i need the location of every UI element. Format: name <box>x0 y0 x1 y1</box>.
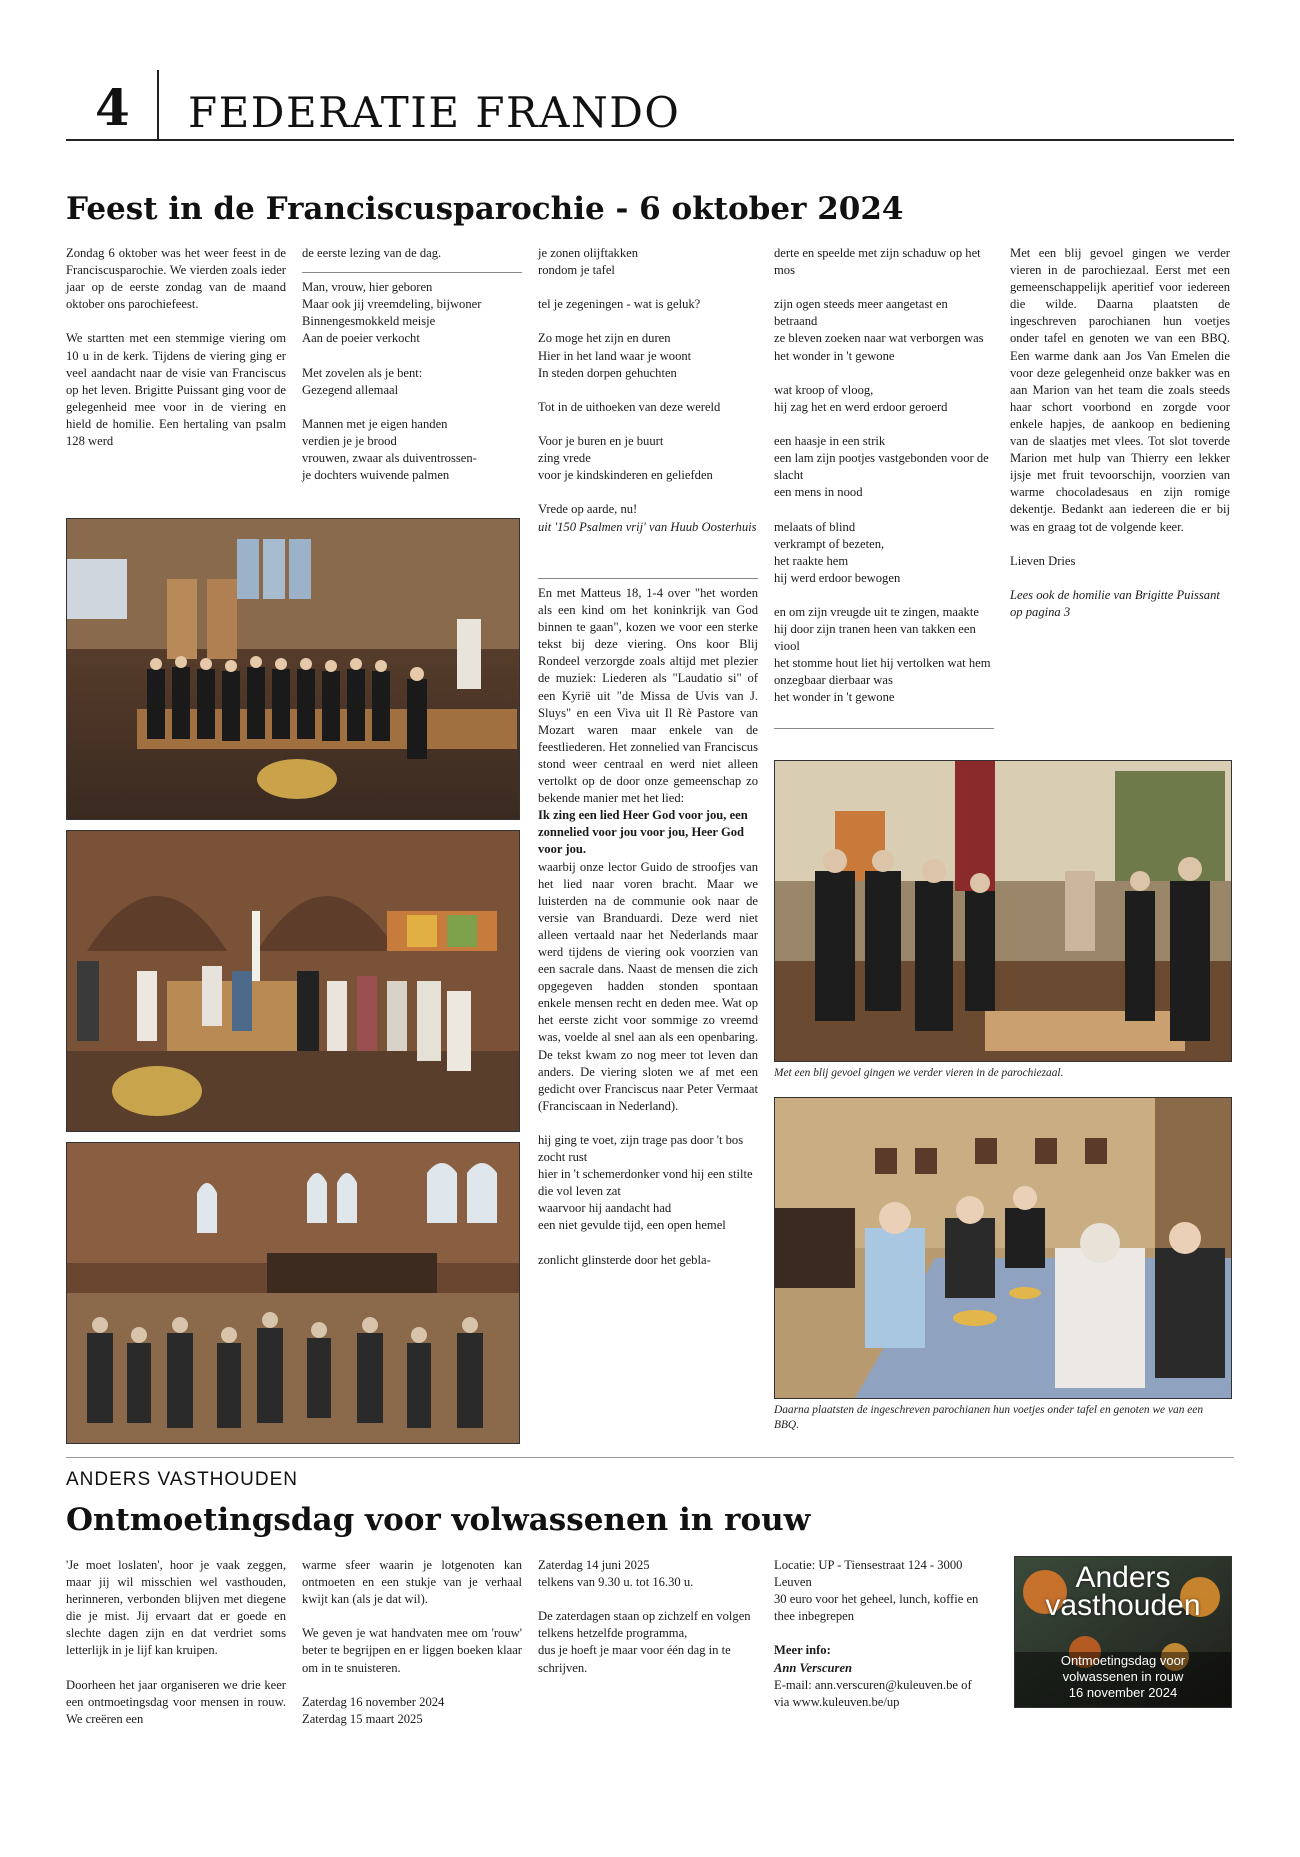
location-info: Locatie: UP - Tiensestraat 124 - 3000 Leuven 30 euro voor het geheel, lunch, koffie en thee inbegrepen <box>774 1558 979 1624</box>
contact-name: Ann Verscuren <box>774 1660 853 1675</box>
poster-date: 16 november 2024 <box>1068 1685 1178 1700</box>
paragraph: Zondag 6 oktober was het weer feest in de Franciscusparochie. We vierden zoals ieder jaar op de eerste zondag van de maand oktober ons parochiefeest. <box>66 246 286 312</box>
column-rule <box>774 728 994 729</box>
poem-stanza: derte en speelde met zijn schaduw op het mos <box>774 246 981 278</box>
choir-photo-image <box>67 519 519 819</box>
article-column-3-top <box>538 245 758 536</box>
poem-stanza: hij ging te voet, zijn trage pas door 't bos zocht rust hier in 't schemerdonker vond hij een stilte die vol leven zat waarvoor hij aandacht had een niet gevulde tijd, een open hemel <box>538 1133 753 1233</box>
column-rule <box>302 272 522 273</box>
paragraph: We startten met een stemmige viering om 10 u in de kerk. Tijdens de viering ging er veel aandacht naar de visie van Franciscus op het leven. Brigitte Puissant ging voor de gelegenheid mee voor in de viering en hield de homilie. Een hertaling van psalm 128 werd <box>66 331 286 449</box>
poem-stanza: zonlicht glinsterde door het gebla- <box>538 1252 711 1267</box>
poem-stanza: Man, vrouw, hier geboren Maar ook jij vreemdeling, bijwoner Binnengesmokkeld meisje Aan de poeier verkocht <box>302 280 482 346</box>
poem-stanza: en om zijn vreugde uit te zingen, maakte hij door zijn tranen heen van takken een viool het stomme hout liet hij vertolken wat hem onzegbaar dierbaar was het wonder in 't gewone <box>774 604 991 705</box>
article-column-4 <box>774 245 994 707</box>
paragraph: waarbij onze lector Guido de stroofjes van het lied naar voren bracht. Maar we luisterden na de communie ook naar de versie van Branduardi. Deze werd niet alleen vertaald naar het Nederlands maar werd tijdens de viering ook voorzien van een sacrale dans. Naast de mensen die zich opgegeven hadden stonden spontaan enkele mensen recht en deden mee. Wat op het eerste zicht voor sommige zo vreemd was, voelde al snel aan als een openbaring. De tekst kwam zo nog meer tot leven dan anders. De viering sloten we af met een gedicht over Franciscus naar Peter Vermaat (Franciscaan in Nederland). <box>538 859 758 1113</box>
page-number: 4 <box>95 78 130 137</box>
poster-subtitle: volwassenen in rouw <box>1062 1669 1184 1684</box>
altar-photo-image <box>67 831 519 1131</box>
photo-altar-dance <box>66 830 520 1132</box>
paragraph: Doorheen het jaar organiseren we drie keer een ontmoetingsdag voor mensen in rouw. We creëren een <box>66 1677 286 1726</box>
paragraph: De zaterdagen staan op zichzelf en volgen telkens hetzelfde programma, dus je hoeft je maar voor één dag in te schrijven. <box>538 1609 751 1675</box>
photo-bbq-table <box>774 1097 1232 1399</box>
poem-stanza: Voor je buren en je buurt zing vrede voor je kindskinderen en geliefden <box>538 434 713 483</box>
photo-parish-hall-aperitif <box>774 760 1232 1062</box>
article-column-3-bottom <box>538 585 758 1269</box>
poem-stanza: Vrede op aarde, nu! <box>538 502 638 517</box>
poem-stanza: je zonen olijftakken rondom je tafel <box>538 246 639 278</box>
author: Lieven Dries <box>1010 553 1076 568</box>
photo-choir-in-church <box>66 518 520 820</box>
poem-stanza: Zo moge het zijn en duren Hier in het land waar je woont In steden dorpen gehuchten <box>538 331 692 380</box>
poem-stanza: Tot in de uithoeken van deze wereld <box>538 399 721 414</box>
column-rule <box>538 578 758 579</box>
header-rule <box>66 139 1234 141</box>
cross-reference-note: Lees ook de homilie van Brigitte Puissant op pagina 3 <box>1010 587 1220 619</box>
photo-caption: Daarna plaatsten de ingeschreven parochianen hun voetjes onder tafel en genoten we van een BBQ. <box>774 1404 1204 1431</box>
paragraph: Met een blij gevoel gingen we verder vieren in de parochiezaal. Eerst met een gemeenschappelijk aperitief voor iedereen die wilde. Daarna plaatsten de ingeschreven parochianen hun voetjes onder tafel en genoten we van een BBQ. Een warme dank aan Jos Van Emelen die voor deze gelegenheid onze bakker was en aan Marion van het team die zoals steeds haar schort voorbond en zorgde voor enkele hapjes, de aankoop en bediening van de slaatjes met vlees. Tot slot toverde Marion met hulp van Thierry een lekker ijsje met fruit tevoorschijn, voorzien van warme chocoladesaus en zijn romige dekentje. Bedankt aan iedereen die er bij was en graag tot de volgende keer. <box>1010 246 1230 534</box>
poem-stanza: een haasje in een strik een lam zijn pootjes vastgebonden voor de slacht een mens in nood <box>774 434 989 500</box>
article-title: Ontmoetingsdag voor volwassenen in rouw <box>66 1502 811 1538</box>
article2-column-2 <box>302 1557 522 1728</box>
poem-stanza: zijn ogen steeds meer aangetast en betraand ze bleven zoeken naar wat verborgen was het wonder in 't gewone <box>774 297 984 363</box>
poem-source: uit '150 Psalmen vrij' van Huub Oosterhuis <box>538 519 757 534</box>
article2-column-1 <box>66 1557 286 1728</box>
song-lyric: Ik zing een lied Heer God voor jou, een zonnelied voor jou voor jou, Heer God voor jou. <box>538 808 748 857</box>
article2-column-4 <box>774 1557 994 1711</box>
contact-email: E-mail: ann.verscuren@kuleuven.be of <box>774 1677 972 1692</box>
poem-stanza: wat kroop of vloog, hij zag het en werd erdoor geroerd <box>774 382 948 414</box>
section-rule <box>66 1457 1234 1458</box>
poem-stanza: Mannen met je eigen handen verdien je je brood vrouwen, zwaar als duiventrossen- je dochters wuivende palmen <box>302 416 477 483</box>
header-divider <box>157 70 159 140</box>
paragraph: warme sfeer waarin je lotgenoten kan ontmoeten en een stukje van je verhaal kwijt kan (als je dat wil). <box>302 1558 522 1607</box>
article-column-1 <box>66 245 286 450</box>
event-poster <box>1014 1556 1232 1708</box>
poster-subtitle: Ontmoetingsdag voor <box>1060 1653 1186 1668</box>
photo-caption: Met een blij gevoel gingen we verder vieren in de parochiezaal. <box>774 1067 1064 1079</box>
paragraph: En met Matteus 18, 1-4 over "het worden als een kind om het koninkrijk van God binnen te gaan", kozen we voor een sterke tekst bij deze viering. Ons koor Blij Rondeel verzorgde zoals altijd met plezier de muziek: Liederen als "Laudatio si" of een Kyrië uit "de Missa de Uvis van J. Sluys" en een Viva uit Il Rè Pastore van Mozart waren maar enkele van de feestliederen. Het zonnelied van Franciscus stond weer centraal en werd niet alleen vertolkt op de door onze gemeenschap zo bekende manier met het lied: <box>538 586 758 806</box>
poem-stanza: tel je zegeningen - wat is geluk? <box>538 297 701 312</box>
article-column-2 <box>302 245 522 484</box>
article-column-5 <box>1010 245 1230 621</box>
photo-congregation <box>66 1142 520 1444</box>
article2-column-3 <box>538 1557 758 1677</box>
paragraph: de eerste lezing van de dag. <box>302 246 442 260</box>
info-label: Meer info: <box>774 1643 831 1658</box>
article-title: Feest in de Franciscusparochie - 6 oktober 2024 <box>66 191 904 227</box>
section-kicker: ANDERS VASTHOUDEN <box>66 1469 299 1490</box>
bbq-photo-image <box>775 1098 1231 1398</box>
congregation-photo-image <box>67 1143 519 1443</box>
contact-web: via www.kuleuven.be/up <box>774 1694 900 1709</box>
poster-title-line-1: Anders <box>1075 1561 1171 1594</box>
poem-stanza: Met zovelen als je bent: Gezegend allemaal <box>302 365 423 397</box>
publication-title: FEDERATIE FRANDO <box>188 88 681 137</box>
parish-hall-photo-image <box>775 761 1231 1061</box>
paragraph: 'Je moet loslaten', hoor je vaak zeggen, maar jij wil misschien wel vasthouden, herinneren, verbonden blijven met diegene die je mist. Jij ervaart dat er goede en slechte dagen zijn en dat verdriet soms letterlijk in je lijf kan kruipen. <box>66 1558 286 1658</box>
event-dates: Zaterdag 14 juni 2025 telkens van 9.30 u. tot 16.30 u. <box>538 1558 694 1590</box>
paragraph: We geven je wat handvaten mee om 'rouw' beter te begrijpen en er liggen boeken klaar om in te snuisteren. <box>302 1626 522 1675</box>
event-dates: Zaterdag 16 november 2024 Zaterdag 15 maart 2025 <box>302 1694 445 1726</box>
poem-stanza: melaats of blind verkrampt of bezeten, het raakte hem hij werd erdoor bewogen <box>774 519 901 585</box>
poster-title-line-2: vasthouden <box>1045 1589 1201 1622</box>
